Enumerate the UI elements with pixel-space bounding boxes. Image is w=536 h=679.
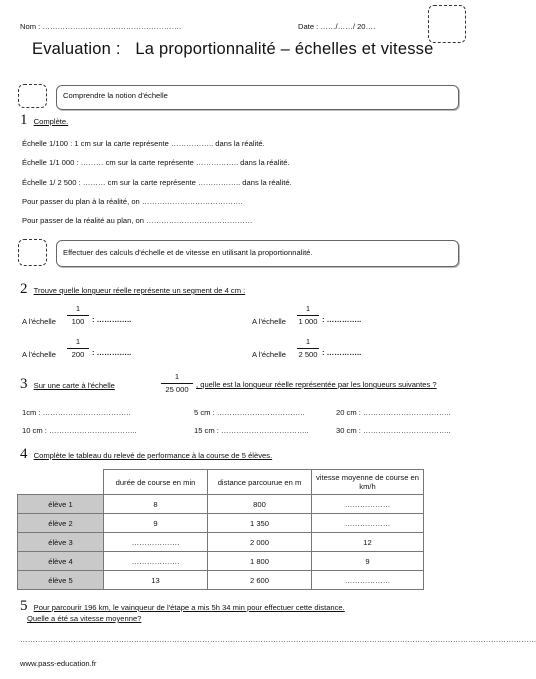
cell-duration: 9 [104, 514, 208, 533]
title-main: La proportionnalité – échelles et vitesse [135, 40, 434, 58]
question-5-line-2: Quelle a été sa vitesse moyenne? [27, 614, 142, 623]
question-4-number: 4 [20, 446, 28, 462]
q2-scale-3-prefix: A l'échelle [22, 350, 56, 359]
q3-item-5: 15 cm : …………………………….. [194, 426, 309, 435]
cell-duration: 13 [104, 571, 208, 590]
objective-1-text: Comprendre la notion d'échelle [63, 91, 168, 100]
cell-distance: 800 [208, 495, 312, 514]
objective-1-check-box [18, 84, 47, 108]
question-2-heading [20, 281, 245, 298]
date-field: Date : ……/……/ 20…. [298, 22, 376, 31]
fraction-denominator: 1 000 [298, 316, 318, 326]
q3-item-6: 30 cm : …………………………….. [336, 426, 451, 435]
question-5-number: 5 [20, 598, 28, 614]
cell-speed: ……………… [312, 495, 424, 514]
cell-distance: 1 800 [208, 552, 312, 571]
objective-2-box [56, 240, 459, 267]
question-5-heading [20, 598, 345, 615]
question-4-title: Complète le tableau du relevé de performance à la course de 5 élèves. [33, 451, 273, 460]
table-row [18, 571, 424, 590]
question-3-heading [20, 376, 115, 393]
table-row [18, 514, 424, 533]
q3-item-3: 20 cm : …………………………….. [336, 408, 451, 417]
cell-distance: 2 000 [208, 533, 312, 552]
question-3-text-before: Sur une carte à l'échelle [33, 381, 115, 390]
row-label: élève 5 [18, 571, 104, 590]
q2-scale-1-answer: : ………….. [92, 315, 132, 324]
question-1-heading [20, 112, 68, 129]
table-header-row [18, 470, 424, 495]
fraction-numerator: 1 [305, 304, 311, 313]
question-1-number: 1 [20, 112, 28, 128]
cell-speed: ……………… [312, 571, 424, 590]
row-label: élève 1 [18, 495, 104, 514]
q1-line-5: Pour passer de la réalité au plan, on …………………………………… [22, 216, 253, 225]
cell-duration: ………………. [104, 533, 208, 552]
fraction-denominator: 200 [71, 349, 85, 359]
question-3-fraction [160, 373, 194, 393]
fraction-numerator: 1 [174, 372, 180, 381]
fraction-numerator: 1 [305, 337, 311, 346]
fraction-numerator: 1 [75, 337, 81, 346]
objective-2-text: Effectuer des calculs d'échelle et de vitesse en utilisant la proportionnalité. [63, 248, 313, 257]
question-1-title: Complète. [33, 117, 69, 126]
cell-distance: 1 350 [208, 514, 312, 533]
cell-speed: 9 [312, 552, 424, 571]
table-corner [18, 470, 104, 495]
cell-duration: 8 [104, 495, 208, 514]
cell-speed: ……………… [312, 514, 424, 533]
row-label: élève 4 [18, 552, 104, 571]
name-field: Nom : ………………………………………………. [20, 22, 182, 31]
q2-scale-3-fraction [66, 338, 90, 358]
page-title [32, 40, 433, 59]
question-3-text-after: , quelle est la longueur réelle représentée par les longueurs suivantes ? [196, 380, 437, 389]
header-speed: vitesse moyenne de course en km/h [312, 470, 424, 495]
question-4-heading [20, 446, 272, 463]
q2-scale-2-answer: : ………….. [322, 315, 362, 324]
cell-duration: ………………. [104, 552, 208, 571]
title-prefix: Evaluation : [32, 40, 121, 58]
row-label: élève 3 [18, 533, 104, 552]
q2-scale-2-fraction [296, 305, 320, 325]
header-distance: distance parcourue en m [208, 470, 312, 495]
q2-scale-4-answer: : ………….. [322, 348, 362, 357]
table-row [18, 533, 424, 552]
q1-line-1: Échelle 1/100 : 1 cm sur la carte représente …………….. dans la réalité. [22, 139, 265, 148]
fraction-denominator: 2 500 [298, 349, 318, 359]
fraction-denominator: 25 000 [165, 384, 189, 394]
q2-scale-4-prefix: A l'échelle [252, 350, 286, 359]
q2-scale-1-prefix: A l'échelle [22, 317, 56, 326]
table-row [18, 552, 424, 571]
question-2-number: 2 [20, 281, 28, 297]
grade-box [428, 5, 466, 43]
row-label: élève 2 [18, 514, 104, 533]
table-row [18, 495, 424, 514]
objective-1-box [56, 85, 459, 110]
fraction-numerator: 1 [75, 304, 81, 313]
q2-scale-1-fraction [66, 305, 90, 325]
q1-line-2: Échelle 1/1 000 : ……… cm sur la carte représente …………….. dans la réalité. [22, 158, 290, 167]
q1-line-3: Échelle 1/ 2 500 : ……… cm sur la carte représente …………….. dans la réalité. [22, 178, 292, 187]
q3-item-4: 10 cm : …………………………….. [22, 426, 137, 435]
q1-line-4: Pour passer du plan à la réalité, on …………………………………. [22, 197, 243, 206]
cell-distance: 2 600 [208, 571, 312, 590]
performance-table [17, 469, 424, 590]
question-5-answer-line: …………………………………………………………………………………………………………………………………………………………………………………… [20, 635, 536, 644]
q2-scale-3-answer: : ………….. [92, 348, 132, 357]
q2-scale-4-fraction [296, 338, 320, 358]
q3-item-1: 1cm : …………………………….. [22, 408, 131, 417]
q2-scale-2-prefix: A l'échelle [252, 317, 286, 326]
question-2-title: Trouve quelle longueur réelle représente un segment de 4 cm : [33, 286, 246, 295]
footer-url: www.pass-education.fr [20, 659, 97, 668]
q3-item-2: 5 cm : …………………………….. [194, 408, 305, 417]
cell-speed: 12 [312, 533, 424, 552]
question-5-line-1: Pour parcourir 196 km, le vainqueur de l'étape a mis 5h 34 min pour effectuer cette distance. [33, 603, 345, 612]
question-3-number: 3 [20, 376, 28, 392]
fraction-denominator: 100 [71, 316, 85, 326]
objective-2-check-box [18, 239, 47, 266]
header-duration: durée de course en min [104, 470, 208, 495]
